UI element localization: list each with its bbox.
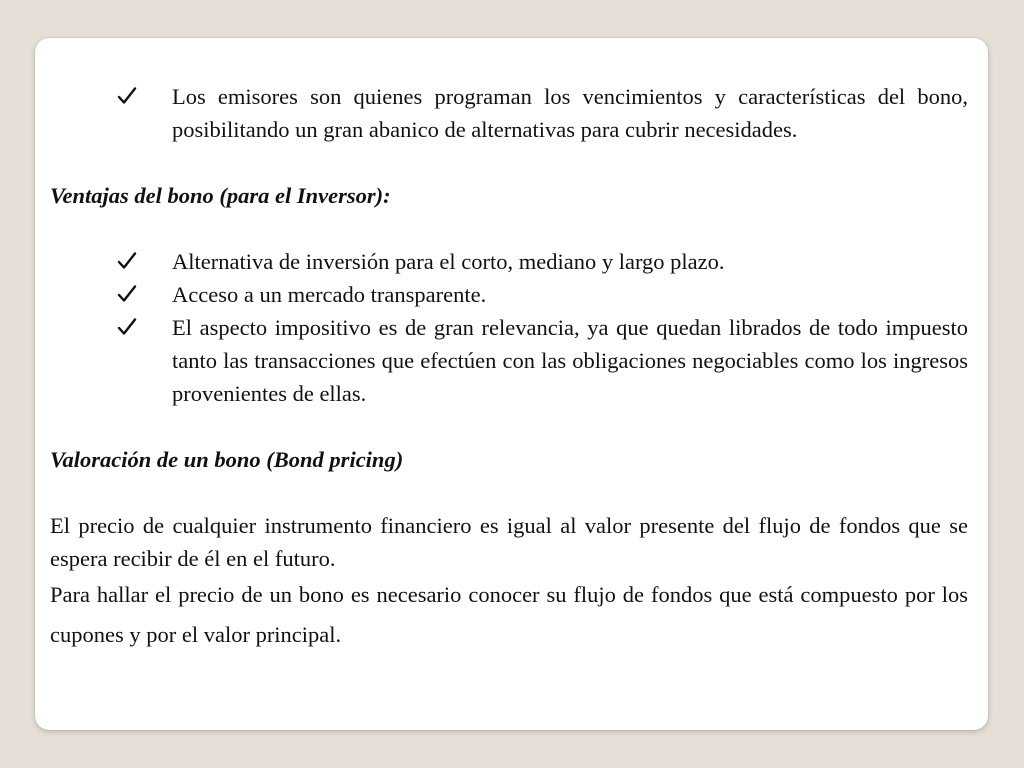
spacer (50, 476, 968, 509)
list-item (50, 245, 968, 278)
spacer (50, 212, 968, 245)
list-item (50, 311, 968, 410)
list-item (50, 80, 968, 146)
checkmark-icon (117, 278, 141, 311)
checkmark-icon (117, 80, 141, 113)
intro-bullet-list (50, 80, 968, 146)
valuation-paragraph: El precio de cualquier instrumento financiero es igual al valor presente del flujo de fondos que se espera recibir de él en el futuro. (50, 513, 968, 571)
bullet-text: Los emisores son quienes programan los vencimientos y características del bono, posibilitando un gran abanico de alternativas para cubrir necesidades. (172, 84, 968, 142)
advantages-heading: Ventajas del bono (para el Inversor): (50, 183, 391, 208)
checkmark-icon (117, 311, 141, 344)
valuation-paragraph: Para hallar el precio de un bono es necesario conocer su flujo de fondos que está compuesto por los cupones y por el valor principal. (50, 582, 968, 647)
advantages-list (50, 245, 968, 410)
checkmark-icon (117, 245, 141, 278)
bullet-text: Acceso a un mercado transparente. (172, 282, 487, 307)
bullet-text: El aspecto impositivo es de gran relevancia, ya que quedan librados de todo impuesto tanto las transacciones que efectúen con las obligaciones negociables como los ingresos provenientes de ellas. (172, 315, 968, 406)
slide-card (35, 38, 988, 730)
list-item (50, 278, 968, 311)
spacer (50, 146, 968, 179)
spacer (50, 410, 968, 443)
bullet-text: Alternativa de inversión para el corto, mediano y largo plazo. (172, 249, 725, 274)
slide-content (50, 80, 968, 655)
valuation-heading: Valoración de un bono (Bond pricing) (50, 447, 404, 472)
